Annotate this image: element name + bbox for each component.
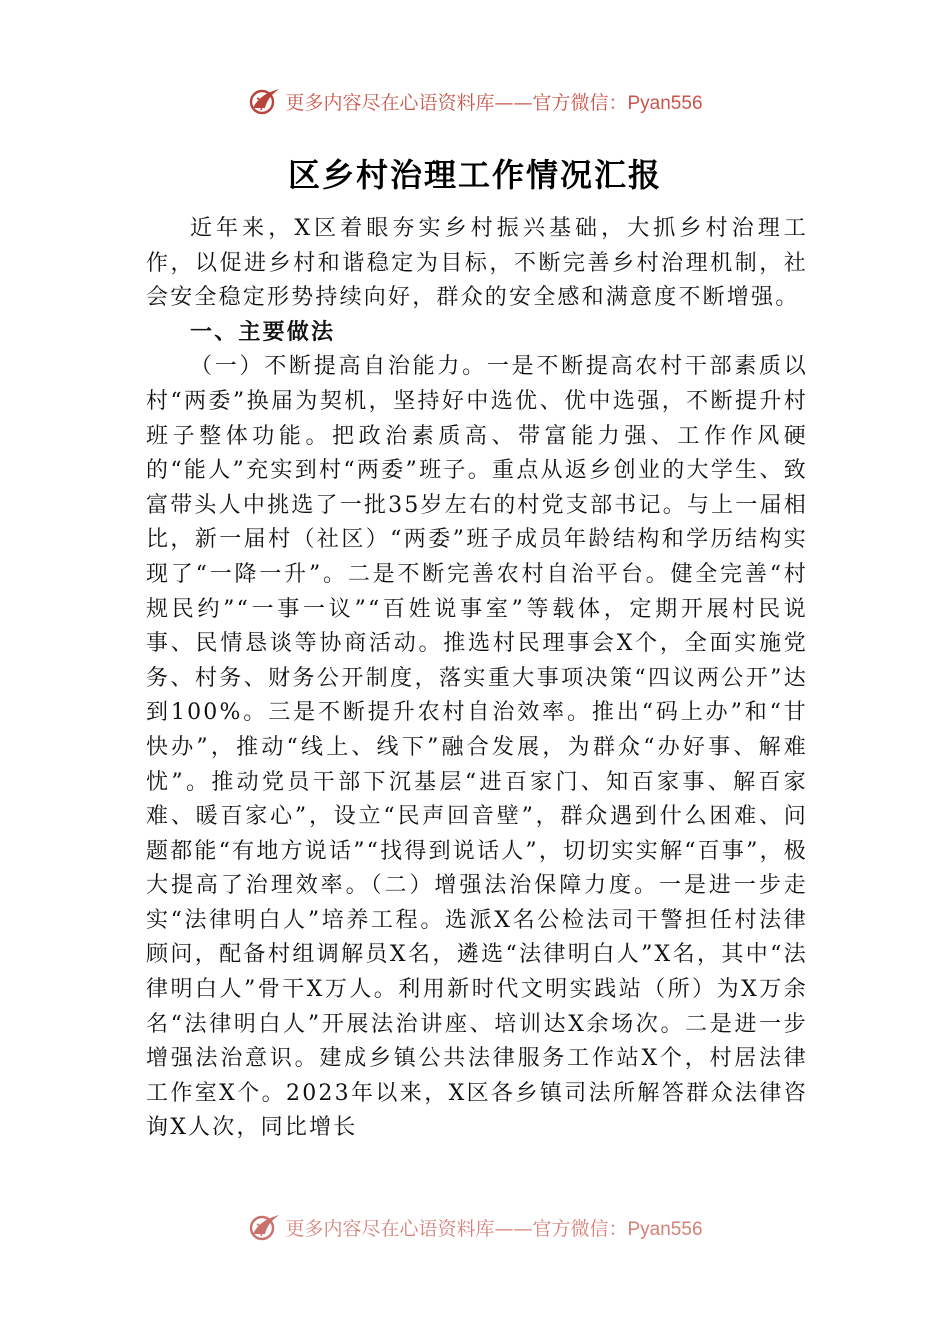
watermark-text: 更多内容尽在心语资料库——官方微信： bbox=[285, 1218, 628, 1240]
document-title: 区乡村治理工作情况汇报 bbox=[287, 156, 662, 194]
subsection-text-1: 一是不断提高农村干部素质以村“两委”换届为契机，坚持好中选优、优中选强，不断提升村班子整体功能。把政治素质高、带富能力强、工作作风硬的“能人”充实到村“两委”班子。重点从返乡创业的大学生、致富带头人中挑选了一批35岁左右的村党支部书记。与上一届相比，新一届村（社区）“两委”班子成员年龄结构和学历结构实现了“一降一升”。二是不断完善农村自治平台。健全完善“村规民约”“一事一议”“百姓说事室”等载体，定期开展村民说事、民情恳谈等协商活动。推选村民理事会X个，全面实施党务、村务、财务公开制度，落实重大事项决策“四议两公开”达到100%。三是不断提升农村自治效率。推出“码上办”和“甘快办”，推动“线上、线下”融合发展，为群众“办好事、解难忧”。推动党员干部下沉基层“进百家门、知百家事、解百家难、暖百家心”，设立“民声回音壁”，群众遇到什么困难、问题都能“有地方说话”“找得到说话人”，切切实实解“百事”，极大提高了治理效率。 bbox=[146, 354, 808, 899]
watermark-wechat-id: Pyan556 bbox=[627, 1219, 703, 1240]
phoenix-logo-icon bbox=[247, 1212, 281, 1242]
watermark-wechat-id: Pyan556 bbox=[627, 93, 703, 114]
subsection-heading-2: （二）增强法治保障力度。 bbox=[370, 873, 660, 899]
watermark-text: 更多内容尽在心语资料库——官方微信： bbox=[285, 92, 628, 114]
body-paragraph bbox=[146, 350, 808, 1146]
document-body bbox=[146, 212, 808, 1146]
watermark-footer bbox=[0, 1212, 950, 1242]
phoenix-logo-icon bbox=[247, 86, 281, 116]
watermark-header bbox=[0, 86, 950, 116]
subsection-heading-1: （一）不断提高自治能力。 bbox=[190, 354, 487, 380]
subsection-text-2: 一是进一步走实“法律明白人”培养工程。选派X名公检法司干警担任村法律顾问，配备村组调解员X名，遴选“法律明白人”X名，其中“法律明白人”骨干X万人。利用新时代文明实践站（所）为X万余名“法律明白人”开展法治讲座、培训达X余场次。二是进一步增强法治意识。建成乡镇公共法律服务工作站X个，村居法律工作室X个。2023年以来，X区各乡镇司法所解答群众法律咨询X人次，同比增长 bbox=[146, 873, 808, 1141]
intro-paragraph: 近年来，X区着眼夯实乡村振兴基础，大抓乡村治理工作，以促进乡村和谐稳定为目标，不断完善乡村治理机制，社会安全稳定形势持续向好，群众的安全感和满意度不断增强。 bbox=[146, 216, 808, 311]
section-heading: 一、主要做法 bbox=[190, 319, 336, 345]
